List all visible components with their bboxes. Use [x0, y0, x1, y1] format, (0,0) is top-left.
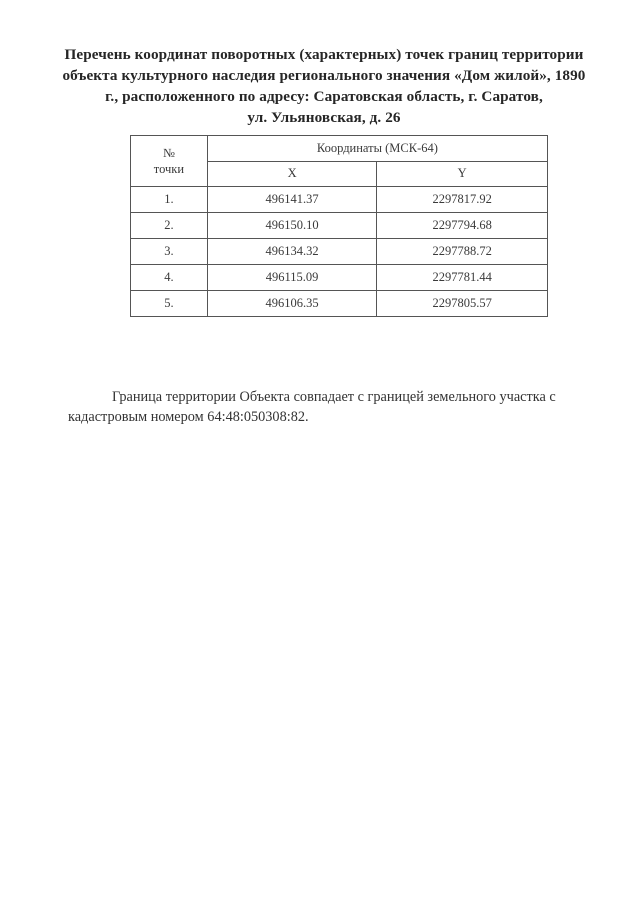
title-line: Перечень координат поворотных (характерных) точек границ территории	[64, 46, 584, 63]
point-number-cell: 1.	[131, 187, 208, 213]
y-cell: 2297794.68	[377, 213, 548, 239]
point-number-cell: 3.	[131, 239, 208, 265]
title-line: г., расположенного по адресу: Саратовская область, г. Саратов,	[105, 88, 543, 105]
title-line: ул. Ульяновская, д. 26	[247, 109, 401, 126]
x-cell: 496134.32	[207, 239, 377, 265]
table-row	[131, 265, 548, 291]
point-number-cell: 2.	[131, 213, 208, 239]
point-number-cell: 4.	[131, 265, 208, 291]
table-row	[131, 291, 548, 317]
point-number-header	[131, 136, 208, 187]
x-column-header: X	[207, 161, 377, 187]
table-row	[131, 239, 548, 265]
boundary-paragraph	[68, 387, 598, 427]
point-number-symbol: №	[162, 146, 175, 160]
point-number-cell: 5.	[131, 291, 208, 317]
paragraph-line: кадастровым номером 64:48:050308:82.	[68, 409, 309, 425]
paragraph-line: Граница территории Объекта совпадает с границей земельного участка с	[112, 389, 556, 405]
x-cell: 496141.37	[207, 187, 377, 213]
coordinates-table	[130, 135, 548, 317]
y-cell: 2297805.57	[377, 291, 548, 317]
coordinates-group-header: Координаты (МСК-64)	[207, 136, 547, 162]
y-column-header: Y	[377, 161, 548, 187]
y-cell: 2297788.72	[377, 239, 548, 265]
table-row	[131, 187, 548, 213]
y-cell: 2297817.92	[377, 187, 548, 213]
y-cell: 2297781.44	[377, 265, 548, 291]
x-cell: 496150.10	[207, 213, 377, 239]
title-line: объекта культурного наследия регионального значения «Дом жилой», 1890	[62, 67, 586, 84]
point-number-word: точки	[153, 162, 185, 176]
x-cell: 496115.09	[207, 265, 377, 291]
x-cell: 496106.35	[207, 291, 377, 317]
table-row	[131, 213, 548, 239]
document-title	[48, 44, 600, 128]
